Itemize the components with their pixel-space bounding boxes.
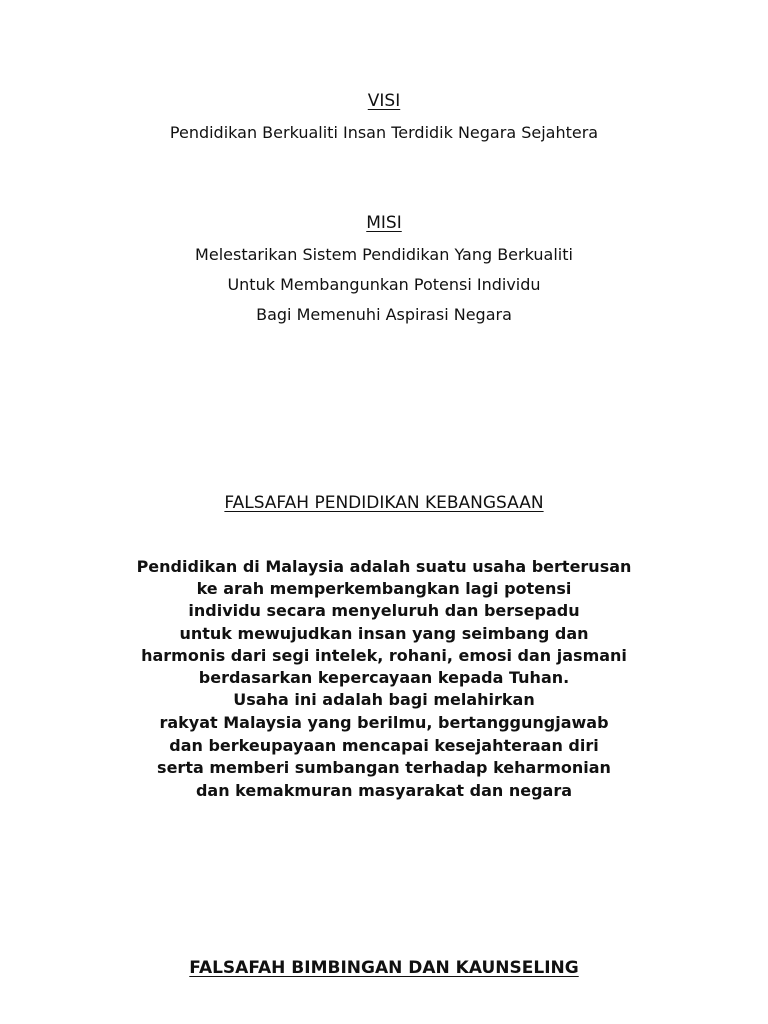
falsafah-pendidikan-line: serta memberi sumbangan terhadap keharmonian [157, 758, 611, 777]
misi-line: Bagi Memenuhi Aspirasi Negara [256, 305, 512, 324]
misi-line: Untuk Membangunkan Potensi Individu [227, 275, 541, 294]
falsafah-pendidikan-heading: FALSAFAH PENDIDIKAN KEBANGSAAN [224, 493, 544, 513]
visi-heading: VISI [367, 91, 401, 111]
falsafah-pendidikan-line: berdasarkan kepercayaan kepada Tuhan. [198, 668, 570, 687]
visi-text: Pendidikan Berkualiti Insan Terdidik Negara Sejahtera [169, 123, 599, 142]
falsafah-pendidikan-line: untuk mewujudkan insan yang seimbang dan [179, 624, 589, 643]
falsafah-bimbingan-heading: FALSAFAH BIMBINGAN DAN KAUNSELING [189, 958, 579, 978]
falsafah-pendidikan-line: dan berkeupayaan mencapai kesejahteraan diri [169, 736, 599, 755]
misi-line: Melestarikan Sistem Pendidikan Yang Berkualiti [195, 245, 573, 264]
misi-heading: MISI [366, 213, 402, 233]
falsafah-pendidikan-line: individu secara menyeluruh dan bersepadu [188, 601, 580, 620]
falsafah-pendidikan-line: Pendidikan di Malaysia adalah suatu usaha berterusan [136, 557, 632, 576]
falsafah-pendidikan-line: Usaha ini adalah bagi melahirkan [233, 690, 535, 709]
falsafah-pendidikan-line: ke arah memperkembangkan lagi potensi [196, 579, 572, 598]
falsafah-pendidikan-line: dan kemakmuran masyarakat dan negara [195, 781, 573, 800]
falsafah-pendidikan-line: rakyat Malaysia yang berilmu, bertanggungjawab [159, 713, 609, 732]
falsafah-pendidikan-line: harmonis dari segi intelek, rohani, emosi dan jasmani [141, 646, 627, 665]
